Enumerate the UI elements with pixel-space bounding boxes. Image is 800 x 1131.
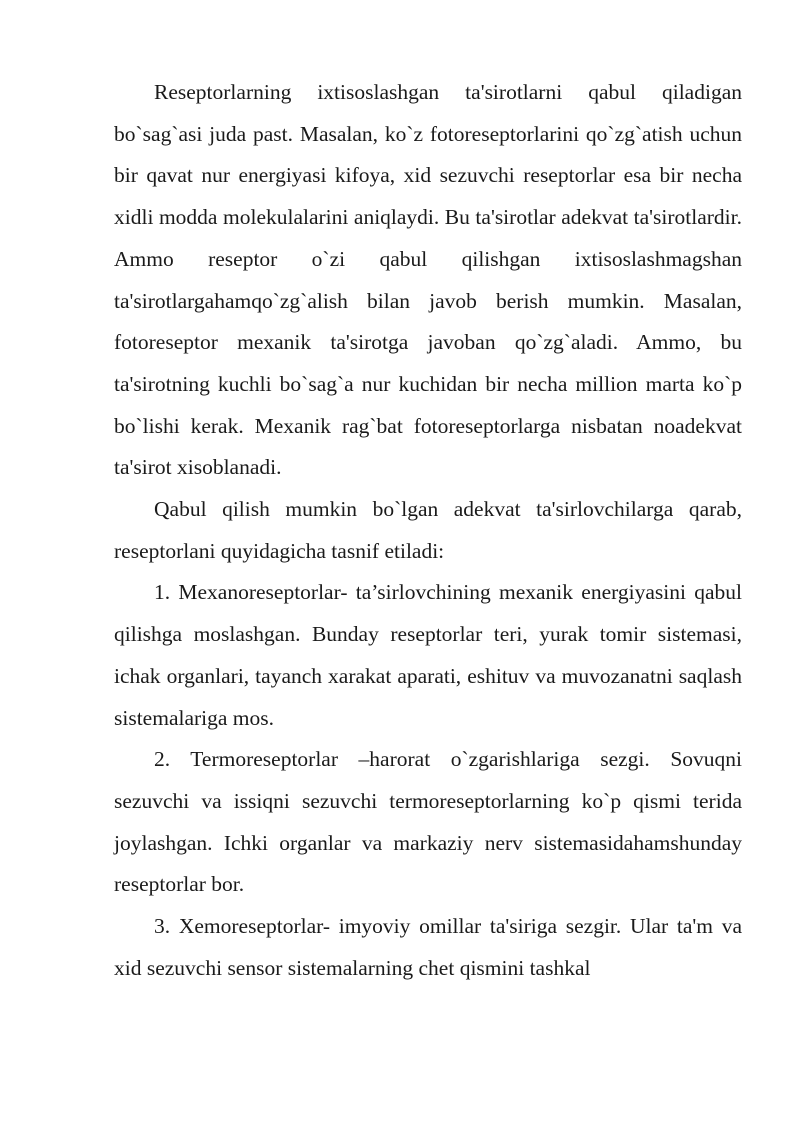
paragraph-classification-intro: Qabul qilish mumkin bo`lgan adekvat ta'sirlovchilarga qarab, reseptorlani quyidagicha tasnif etiladi: xyxy=(114,497,742,563)
paragraph-chemoreceptors: 3. Xemoreseptorlar- imyoviy omillar ta'siriga sezgir. Ular ta'm va xid sezuvchi sensor sistemalarning chet qismini tashkal xyxy=(114,914,742,980)
paragraph-receptor-threshold: Reseptorlarning ixtisoslashgan ta'sirotlarni qabul qiladigan bo`sag`asi juda past. Masalan, ko`z fotoreseptorlarini qo`zg`atish uchun bir qavat nur energiyasi kifoya, xid sezuvchi reseptorlar esa bir necha xidli modda molekulalarini aniqlaydi. Bu ta'sirotlar adekvat ta'sirotlardir. Ammo reseptor o`zi qabul qilishgan ixtisoslashmagshan ta'sirotlargahamqo`zg`alish bilan javob berish mumkin. Masalan, fotoreseptor mexanik ta'sirotga javoban qo`zg`aladi. Ammo, bu ta'sirotning kuchli bo`sag`a nur kuchidan bir necha million marta ko`p bo`lishi kerak. Mexanik rag`bat fotoreseptorlarga nisbatan noadekvat ta'sirot xisoblanadi. xyxy=(114,80,742,480)
paragraph-thermoreceptors: 2. Termoreseptorlar –harorat o`zgarishlariga sezgi. Sovuqni sezuvchi va issiqni sezuvchi termoreseptorlarning ko`p qismi terida joylashgan. Ichki organlar va markaziy nerv sistemasidahamshunday reseptorlar bor. xyxy=(114,747,742,897)
paragraph-mechanoreceptors: 1. Mexanoreseptorlar- ta’sirlovchining mexanik energiyasini qabul qilishga moslashgan. Bunday reseptorlar teri, yurak tomir sistemasi, ichak organlari, tayanch xarakat aparati, eshituv va muvozanatni saqlash sistemalariga mos. xyxy=(114,580,742,730)
body-text xyxy=(114,72,742,989)
